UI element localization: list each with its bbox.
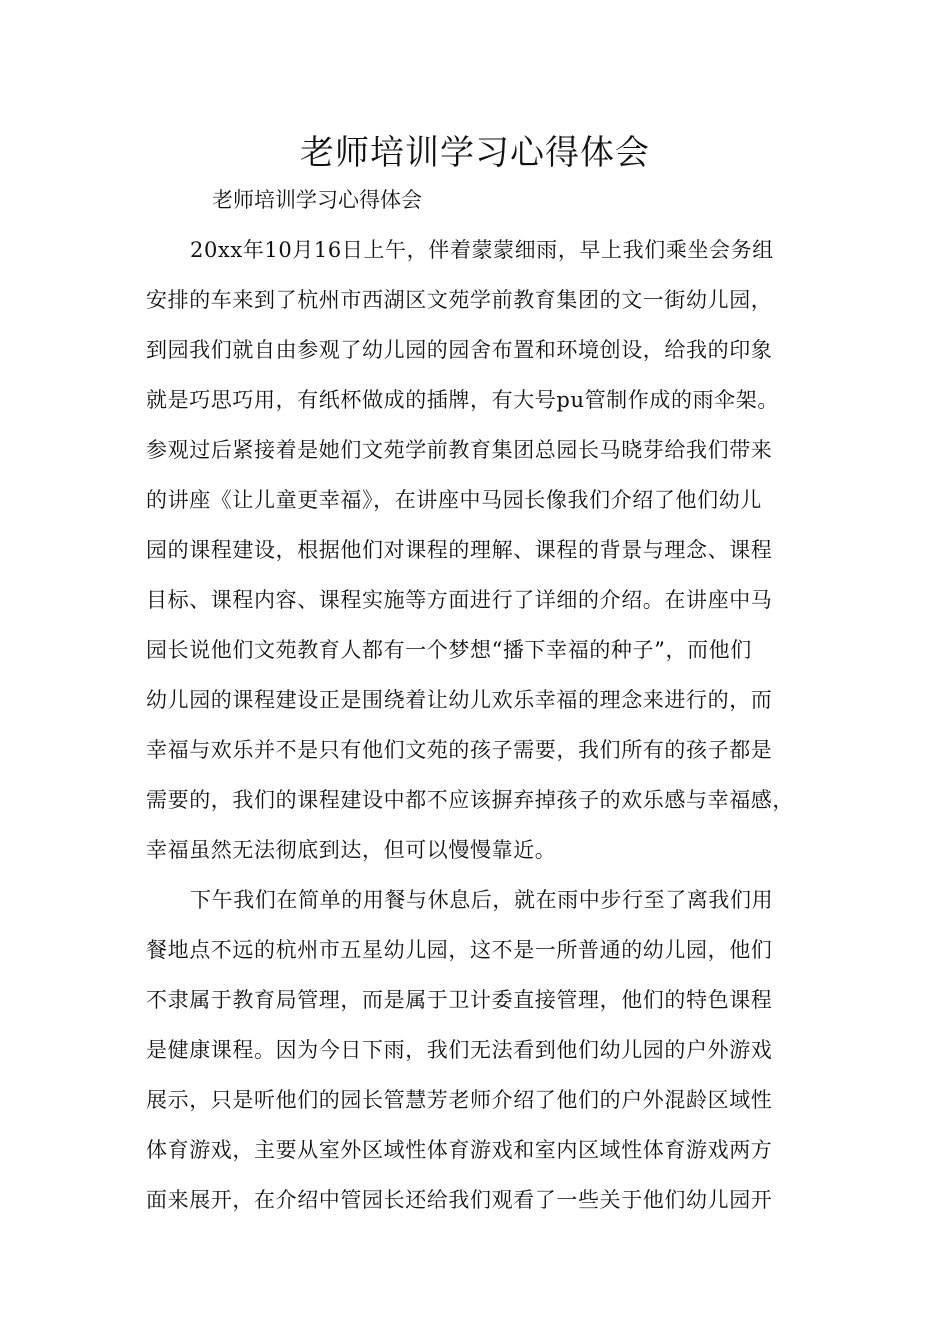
text-line: 就是巧思巧用，有纸杯做成的插牌，有大号pu管制作成的雨伞架。 [146, 388, 779, 412]
text-line: 到园我们就自由参观了幼儿园的园舍布置和环境创设，给我的印象 [146, 338, 773, 362]
text-line: 安排的车来到了杭州市西湖区文苑学前教育集团的文一街幼儿园， [146, 288, 773, 312]
document-body [146, 232, 826, 1232]
text-line: 下午我们在简单的用餐与休息后，就在雨中步行至了离我们用 [190, 888, 774, 912]
text-line: 需要的，我们的课程建设中都不应该摒弃掉孩子的欢乐感与幸福感， [146, 788, 794, 812]
text-line: 展示，只是听他们的园长管慧芳老师介绍了他们的户外混龄区域性 [146, 1088, 773, 1112]
text-line: 是健康课程。因为今日下雨，我们无法看到他们幼儿园的户外游戏 [146, 1038, 773, 1062]
document-title: 老师培训学习心得体会 [300, 133, 650, 173]
text-line: 参观过后紧接着是她们文苑学前教育集团总园长马晓芽给我们带来 [146, 438, 773, 462]
text-line: 体育游戏，主要从室外区域性体育游戏和室内区域性体育游戏两方 [146, 1138, 773, 1162]
text-line: 面来展开，在介绍中管园长还给我们观看了一些关于他们幼儿园开 [146, 1188, 773, 1212]
text-line: 园的课程建设，根据他们对课程的理解、课程的背景与理念、课程 [146, 538, 773, 562]
document-subtitle: 老师培训学习心得体会 [212, 188, 422, 212]
text-line: 不隶属于教育局管理，而是属于卫计委直接管理，他们的特色课程 [146, 988, 773, 1012]
text-line: 的讲座《让儿童更幸福》，在讲座中马园长像我们介绍了他们幼儿 [146, 488, 762, 512]
text-line: 餐地点不远的杭州市五星幼儿园，这不是一所普通的幼儿园，他们 [146, 938, 773, 962]
text-line: 目标、课程内容、课程实施等方面进行了详细的介绍。在讲座中马 [146, 588, 773, 612]
text-line: 园长说他们文苑教育人都有一个梦想“播下幸福的种子”，而他们 [146, 638, 752, 662]
text-line: 幸福与欢乐并不是只有他们文苑的孩子需要，我们所有的孩子都是 [146, 738, 773, 762]
text-line: 幼儿园的课程建设正是围绕着让幼儿欢乐幸福的理念来进行的，而 [146, 688, 773, 712]
text-line: 20xx年10月16日上午，伴着蒙蒙细雨，早上我们乘坐会务组 [190, 238, 774, 262]
text-line: 幸福虽然无法彻底到达，但可以慢慢靠近。 [146, 838, 557, 862]
